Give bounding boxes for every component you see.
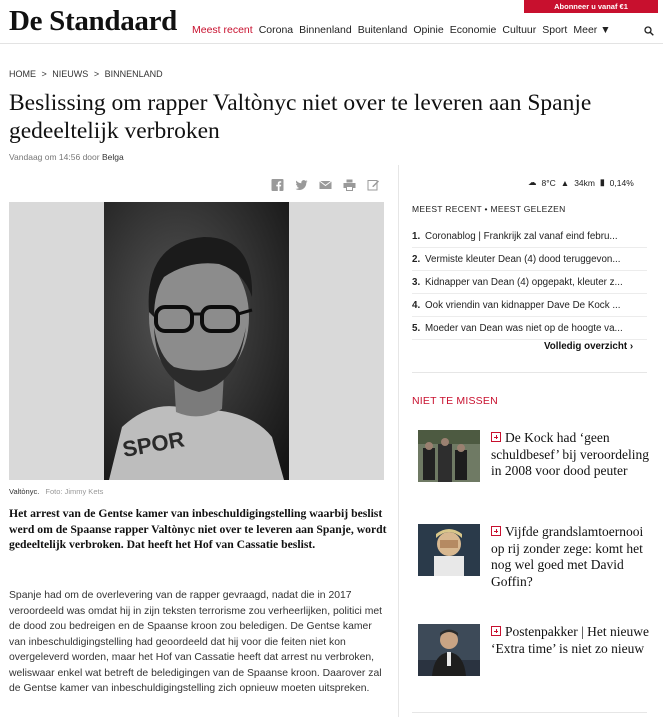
breadcrumb-separator: > [41,69,47,79]
share-bar [271,178,382,191]
plus-icon [491,626,501,636]
article-author[interactable]: Belga [101,152,124,162]
weather-temp: 8°C [541,177,556,188]
nav-meest-recent[interactable]: Meest recent [192,24,253,36]
nav-opinie[interactable]: Opinie [413,24,444,36]
breadcrumb-home[interactable]: HOME [9,69,36,79]
nav-buitenland[interactable]: Buitenland [357,24,408,36]
mail-icon[interactable] [319,178,334,191]
top-bar [0,0,663,44]
must-see-title: NIET TE MISSEN [412,395,498,407]
plus-icon [491,526,501,536]
list-item[interactable]: 1. Coronablog | Frankrijk zal vanaf eind febru... [412,225,647,248]
breadcrumb-separator: > [93,69,100,79]
teaser-title[interactable]: Vijfde grandslamtoernooi op rij zonder zege: komt het nog wel goed met David Goffin? [491,524,644,589]
nav-economie[interactable]: Economie [449,24,497,36]
article-body: Spanje had om de overlevering van de rapper gevraagd, nadat die in 2017 veroordeeld was omdat hij in zijn teksten terrorisme zou verheerlijken, politici met de dood zou bedreigen en de Spaanse kroon zou beledigen. De Gentse kamer van inbeschuldigingstelling had geoordeeld dat hij voor die feiten niet kon overgeleverd worden, maar het Hof van Cassatie heeft dat arrest nu verbroken, weliswaar enkel wat betreft de beledigingen van de Spaanse kroon. Daarover zal de Gentse kamer van inbeschuldigingstelling zich opnieuw moeten uitspreken. [9,590,383,694]
photo-credit: Foto: Jimmy Kets [45,487,104,496]
svg-text:SPOR: SPOR [120,426,187,462]
caption-text: Valtònyc. [9,487,40,496]
teaser-thumbnail[interactable] [418,624,480,676]
portrait-image [104,202,289,480]
rain-icon: ▮ [599,177,605,187]
sidebar-divider [412,372,647,373]
nav-binnenland[interactable]: Binnenland [299,24,352,36]
chevron-right-icon: › [629,341,634,352]
article-lead: Het arrest van de Gentse kamer van inbeschuldigingstelling waarbij beslist werd om de Spaanse rapper Valtònyc niet over te leveren aan Spanje, wordt gedeeltelijk verbroken. Dat heeft het Hof van Cassatie beslist. [9,507,387,551]
teaser-thumbnail[interactable] [418,524,480,576]
nav-cultuur[interactable]: Cultuur [502,24,537,36]
article-date: Vandaag om 14:56 door [9,152,100,162]
photo-caption [9,487,103,496]
breadcrumb-binnenland[interactable]: BINNENLAND [104,69,163,79]
print-icon[interactable] [343,178,358,191]
nav-sport[interactable]: Sport [542,24,568,36]
overview-link[interactable]: Volledig overzicht › [544,341,634,352]
recent-tabs[interactable]: MEEST RECENT • MEEST GELEZEN [412,204,566,214]
article-title: Beslissing om rapper Valtònyc niet over te leveren aan Spanje gedeeltelijk verbroken [9,90,592,144]
edit-icon[interactable] [367,178,382,191]
search-icon[interactable] [644,26,654,36]
breadcrumb-nieuws[interactable]: NIEUWS [52,69,89,79]
list-item[interactable]: 5. Moeder van Dean was niet op de hoogte va... [412,317,647,340]
article-photo[interactable] [9,202,384,480]
subscribe-button[interactable]: Abonneer u vanaf €1 [524,0,658,13]
article-meta [9,152,124,162]
twitter-icon[interactable] [295,178,310,191]
wind-icon: ▲ [560,177,570,188]
nav-corona[interactable]: Corona [258,24,294,36]
weather-widget[interactable] [528,177,634,188]
breadcrumb [9,69,166,79]
list-item[interactable]: 2. Vermiste kleuter Dean (4) dood teruggevon... [412,248,647,271]
recent-list [412,225,647,340]
teaser-title[interactable]: Postenpakker | Het nieuwe ‘Extra time’ is niet zo nieuw [491,624,650,656]
column-divider [398,165,399,717]
teaser-thumbnail[interactable] [418,430,480,482]
weather-rain: 0,14% [609,177,634,188]
main-nav [192,24,617,36]
weather-icon: ☁ [528,177,537,187]
site-logo[interactable]: De Standaard [9,5,178,37]
nav-meer[interactable]: Meer ▼ [573,24,611,36]
list-item[interactable]: 3. Kidnapper van Dean (4) opgepakt, kleuter z... [412,271,647,294]
plus-icon [491,432,501,442]
sidebar-bottom-divider [412,712,647,713]
weather-wind: 34km [574,177,595,188]
teaser-title[interactable]: De Kock had ‘geen schuldbesef’ bij veroordeling in 2008 voor dood peuter [491,430,649,478]
list-item[interactable]: 4. Ook vriendin van kidnapper Dave De Kock ... [412,294,647,317]
facebook-icon[interactable] [271,178,286,191]
